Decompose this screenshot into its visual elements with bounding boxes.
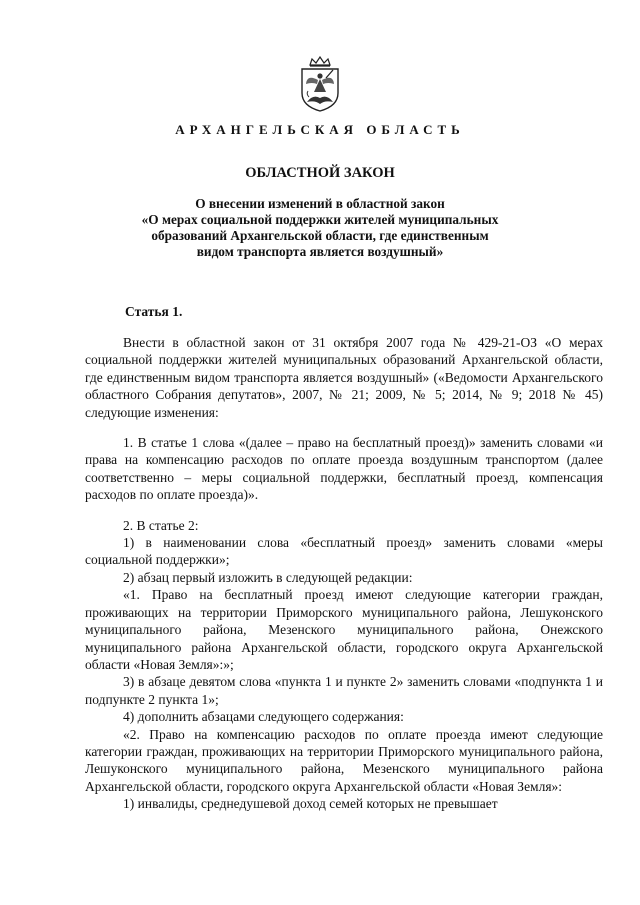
paragraph: «2. Право на компенсацию расходов по оплате проезда имеют следующие категории граждан, проживающих на территории Приморского муниципального района, Лешуконского муниципального района, Мезенского муниципального района Архангельской области, городского округа Архангельской области «Новая Земля»:: [85, 726, 603, 794]
paragraph: 2) абзац первый изложить в следующей редакции:: [123, 569, 413, 585]
article-heading: Статья 1.: [125, 304, 183, 319]
law-title-line: видом транспорта является воздушный»: [196, 244, 444, 259]
paragraph: 3) в абзаце девятом слова «пункта 1 и пункте 2» заменить словами «подпункта 1 и подпункте 2 пункта 1»;: [85, 674, 603, 707]
region-name: АРХАНГЕЛЬСКАЯ ОБЛАСТЬ: [175, 122, 465, 137]
law-title: [120, 196, 520, 260]
coat-of-arms-icon: [297, 56, 343, 112]
law-title-line: образований Архангельской области, где единственным: [151, 228, 489, 243]
paragraph: 1. В статье 1 слова «(далее – право на бесплатный проезд)» заменить словами «и права на компенсацию расходов по оплате проезда воздушным транспортом (далее соответственно – меры социальной поддержки, бесплатный проезд, компенсация расходов по оплате проезда)».: [85, 435, 603, 503]
law-title-line: «О мерах социальной поддержки жителей муниципальных: [141, 212, 499, 227]
paragraph: Внести в областной закон от 31 октября 2007 года № 429-21-ОЗ «О мерах социальной поддержки жителей муниципальных образований Архангельской области, где единственным видом транспорта является воздушный» («Ведомости Архангельского областного Собрания депутатов», 2007, № 21; 2009, № 5; 2014, № 9; 2018 № 45) следующие изменения:: [85, 335, 603, 420]
law-title-line: О внесении изменений в областной закон: [195, 196, 445, 211]
paragraph: 4) дополнить абзацами следующего содержания:: [123, 709, 404, 725]
paragraph: 2. В статье 2:: [123, 517, 199, 533]
law-type: ОБЛАСТНОЙ ЗАКОН: [245, 165, 395, 181]
paragraph: «1. Право на бесплатный проезд имеют следующие категории граждан, проживающих на территории Приморского муниципального района, Лешуконского муниципального района, Мезенского муниципального района, Онежского муниципального района Архангельской области, городского округа Архангельской области «Новая Земля»:»;: [85, 587, 603, 672]
paragraph: 1) инвалиды, среднедушевой доход семей которых не превышает: [123, 796, 498, 812]
document-body: [85, 334, 603, 813]
paragraph: 1) в наименовании слова «бесплатный проезд» заменить словами «меры социальной поддержки»;: [85, 535, 603, 568]
